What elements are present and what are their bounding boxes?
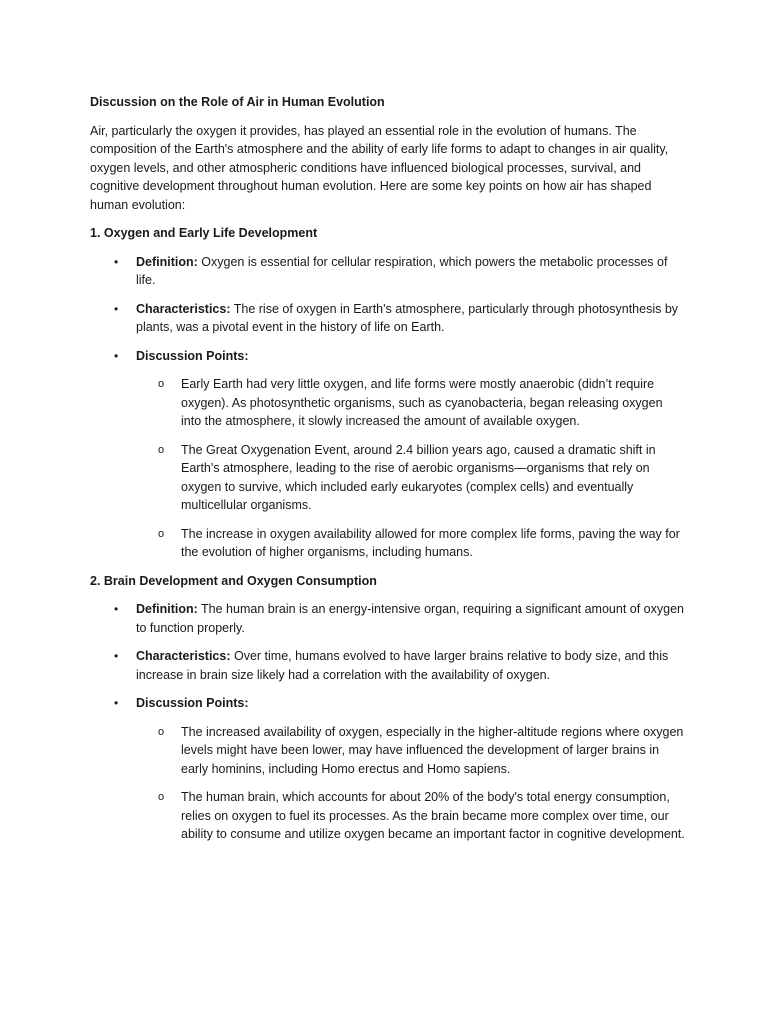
sub-bullet-icon: o bbox=[158, 527, 165, 540]
definition-label: Definition: bbox=[136, 602, 198, 616]
bullet-icon: • bbox=[114, 649, 119, 663]
definition-bullet bbox=[90, 600, 686, 637]
discussion-point bbox=[90, 525, 686, 562]
intro-paragraph: Air, particularly the oxygen it provides, has played an essential role in the evolution of humans. The composition of the Earth's atmosphere and the ability of early life forms to adapt to changes in air quality, oxygen levels, and other atmospheric conditions have influenced biological processes, survival, and cognitive development throughout human evolution. Here are some key points on how air has shaped human evolution: bbox=[90, 123, 669, 212]
bullet-icon: • bbox=[114, 348, 119, 363]
bullet-icon: • bbox=[114, 301, 119, 316]
definition-text: The human brain is an energy-intensive organ, requiring a significant amount of oxygen to function properly. bbox=[136, 602, 684, 635]
bullet-icon: • bbox=[114, 254, 119, 269]
discussion-point-text: The Great Oxygenation Event, around 2.4 billion years ago, caused a dramatic shift in Earth's atmosphere, leading to the rise of aerobic organisms—organisms that rely on oxygen to survive, which included early eukaryotes (complex cells) and eventually multicellular organisms. bbox=[181, 442, 656, 512]
characteristics-text: The rise of oxygen in Earth's atmosphere, particularly through photosynthesis by plants, was a pivotal event in the history of life on Earth. bbox=[136, 301, 679, 334]
discussion-label: Discussion Points: bbox=[136, 696, 249, 710]
discussion-point bbox=[90, 723, 686, 779]
section-heading: 1. Oxygen and Early Life Development bbox=[90, 226, 318, 240]
discussion-bullet bbox=[90, 694, 686, 713]
discussion-point bbox=[90, 441, 686, 515]
section-2 bbox=[90, 572, 686, 844]
discussion-point bbox=[90, 788, 686, 844]
discussion-point-text: The human brain, which accounts for about 20% of the body's total energy consumption, relies on oxygen to fuel its processes. As the brain became more complex over time, our ability to consume and utilize oxygen became an important factor in cognitive development. bbox=[181, 790, 685, 841]
discussion-point-text: The increase in oxygen availability allowed for more complex life forms, paving the way for the evolution of higher organisms, including humans. bbox=[181, 526, 680, 559]
discussion-label: Discussion Points: bbox=[136, 348, 249, 363]
definition-label: Definition: bbox=[136, 254, 198, 269]
bullet-icon: • bbox=[114, 696, 119, 710]
discussion-point bbox=[90, 375, 686, 431]
definition-text: Oxygen is essential for cellular respiration, which powers the metabolic processes of life. bbox=[136, 254, 668, 287]
sub-bullet-icon: o bbox=[158, 378, 165, 390]
characteristics-bullet bbox=[90, 300, 686, 337]
document-title: Discussion on the Role of Air in Human Evolution bbox=[90, 95, 385, 109]
section-1 bbox=[90, 224, 686, 562]
discussion-point-text: The increased availability of oxygen, especially in the higher-altitude regions where oxygen levels might have been lower, may have influenced the development of larger brains in early hominins, including Homo erectus and Homo sapiens. bbox=[181, 724, 684, 776]
sub-bullet-icon: o bbox=[158, 725, 165, 738]
sub-bullet-icon: o bbox=[158, 791, 165, 803]
sub-bullet-icon: o bbox=[158, 443, 165, 456]
characteristics-text: Over time, humans evolved to have larger brains relative to body size, and this increase in brain size likely had a correlation with the availability of oxygen. bbox=[136, 649, 669, 682]
discussion-point-text: Early Earth had very little oxygen, and life forms were mostly anaerobic (didn’t require oxygen). As photosynthetic organisms, such as cyanobacteria, began releasing oxygen into the atmosphere, it slowly increased the amount of available oxygen. bbox=[181, 377, 663, 428]
characteristics-bullet bbox=[90, 647, 686, 684]
discussion-bullet bbox=[90, 347, 686, 366]
section-heading: 2. Brain Development and Oxygen Consumption bbox=[90, 573, 377, 588]
characteristics-label: Characteristics: bbox=[136, 301, 231, 316]
definition-bullet bbox=[90, 253, 686, 290]
characteristics-label: Characteristics: bbox=[136, 649, 231, 663]
document-body bbox=[90, 93, 686, 854]
bullet-icon: • bbox=[114, 602, 119, 616]
